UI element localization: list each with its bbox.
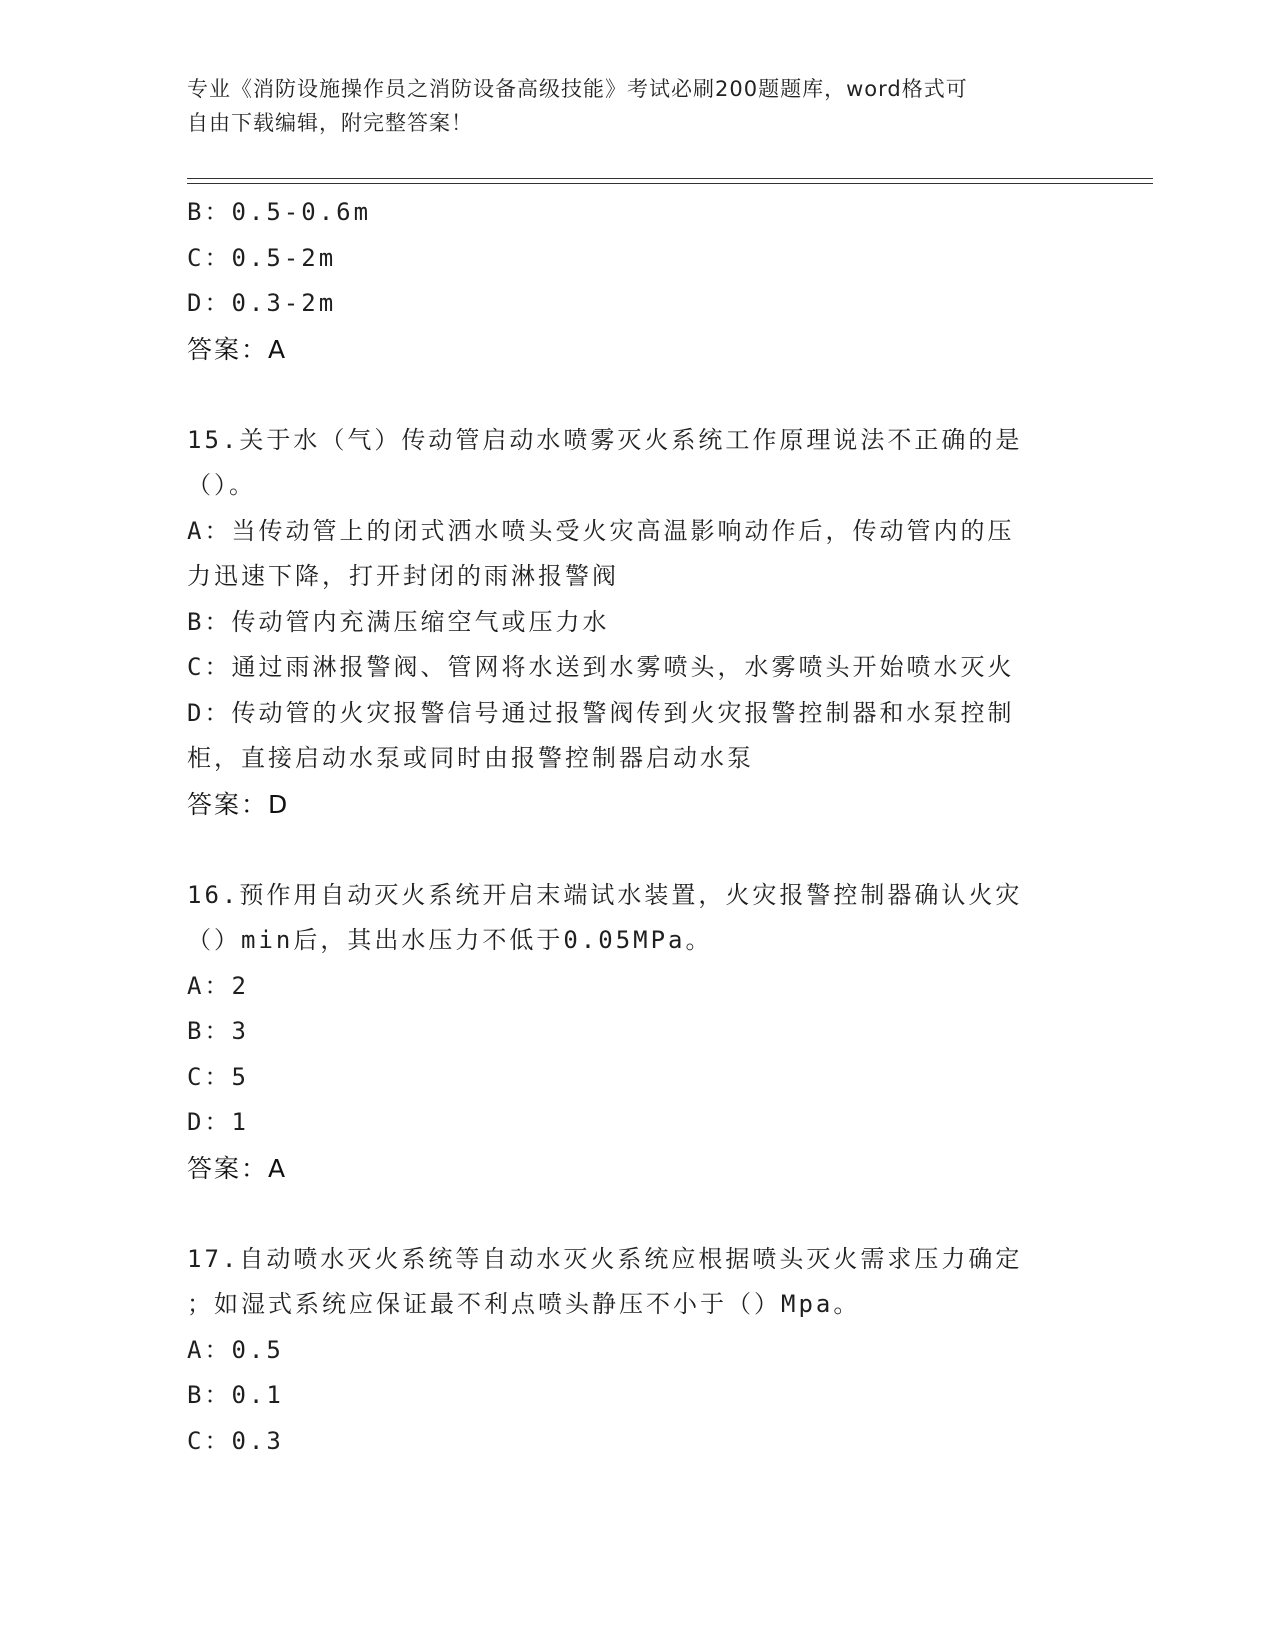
question-stem: 16.预作用自动灭火系统开启末端试水装置，火灾报警控制器确认火灾 [187,880,1023,909]
question-17 [187,1237,1077,1465]
answer-line: 答案：A [187,1153,288,1183]
header-title-line-1: 专业《消防设施操作员之消防设备高级技能》考试必刷200题题库，word格式可 [187,77,968,101]
header-divider-bottom [187,183,1153,184]
document-header [187,72,1067,140]
option-c: C：5 [187,1062,249,1091]
option-d-continued: 柜，直接启动水泵或同时由报警控制器启动水泵 [187,744,754,772]
option-c: C：通过雨淋报警阀、管网将水送到水雾喷头，水雾喷头开始喷水灭火 [187,653,1015,681]
question-stem: （）min后，其出水压力不低于0.05MPa。 [187,926,713,954]
option-b: B：3 [187,1017,249,1045]
option-a: A：2 [187,971,249,1000]
question-16 [187,873,1077,1192]
answer-line: 答案：D [187,789,290,819]
option-c: C：0.5-2m [187,243,337,272]
question-content [187,190,1077,1464]
option-d: D：1 [187,1108,249,1136]
option-a: A：0.5 [187,1335,284,1364]
spacer [187,827,1077,873]
spacer [187,372,1077,418]
question-15 [187,418,1077,828]
option-b: B：传动管内充满压缩空气或压力水 [187,607,610,636]
spacer [187,1191,1077,1237]
option-c: C：0.3 [187,1426,284,1455]
question-stem: 17.自动喷水灭火系统等自动水灭火系统应根据喷头灭火需求压力确定 [187,1244,1023,1273]
question-stem: （）。 [187,471,256,499]
option-b: B：0.5-0.6m [187,198,372,226]
question-stem: ；如湿式系统应保证最不利点喷头静压不小于（）Mpa。 [187,1290,861,1318]
continued-question-14 [187,190,1077,372]
option-a-continued: 力迅速下降，打开封闭的雨淋报警阀 [187,562,619,590]
option-d: D：0.3-2m [187,289,337,317]
header-divider-top [187,178,1153,179]
answer-line: 答案：A [187,334,288,364]
option-d: D：传动管的火灾报警信号通过报警阀传到火灾报警控制器和水泵控制 [187,698,1015,727]
option-a: A：当传动管上的闭式洒水喷头受火灾高温影响动作后，传动管内的压 [187,516,1015,545]
option-b: B：0.1 [187,1381,284,1409]
question-stem: 15.关于水（气）传动管启动水喷雾灭火系统工作原理说法不正确的是 [187,425,1023,454]
header-title-line-2: 自由下载编辑，附完整答案！ [187,111,473,135]
